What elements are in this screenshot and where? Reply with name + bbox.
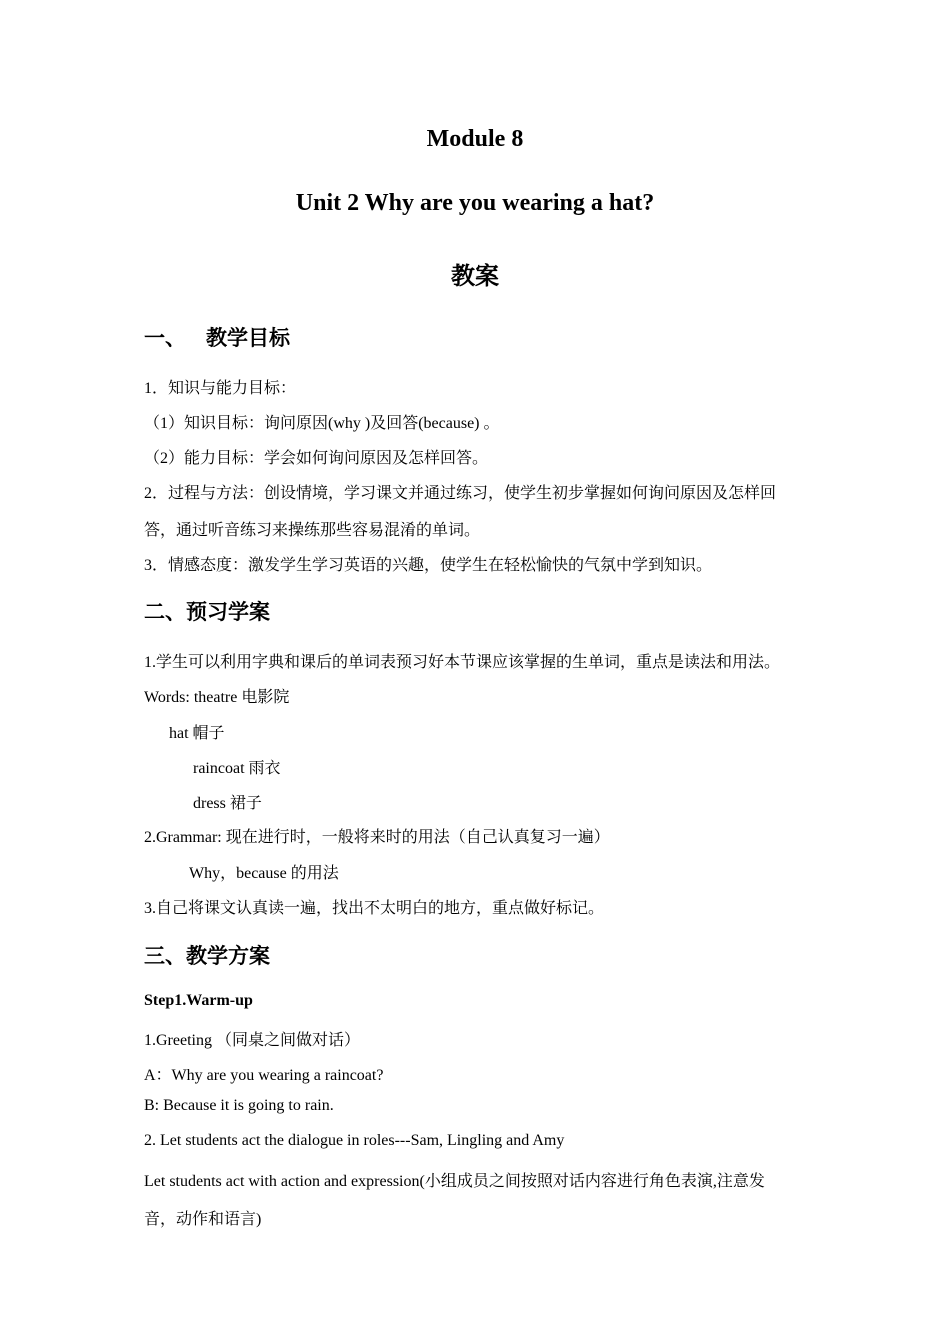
section2-line: raincoat 雨衣 [193,760,281,777]
section2-line: hat 帽子 [169,725,225,742]
section2-heading: 二、预习学案 [144,600,270,624]
section3-line: 2. Let students act the dialogue in roles---Sam, Lingling and Amy [144,1132,565,1149]
section1-heading-text: 教学目标 [206,326,290,350]
section2-line: Words: theatre 电影院 [144,689,290,706]
section1-heading [144,322,290,352]
section1-line: 3．情感态度：激发学生学习英语的兴趣，使学生在轻松愉快的气氛中学到知识。 [144,557,713,574]
section2-line: dress 裙子 [193,795,262,812]
unit-title: Unit 2 Why are you wearing a hat? [295,190,655,216]
section3-line: B: Because it is going to rain. [144,1097,334,1114]
section1-line: （1）知识目标：询问原因(why )及回答(because) 。 [144,415,500,432]
doc-type-title: 教案 [451,264,499,290]
section1-line: （2）能力目标：学会如何询问原因及怎样回答。 [144,450,489,467]
section1-line: 答，通过听音练习来操练那些容易混淆的单词。 [144,522,481,539]
module-title: Module 8 [426,126,524,152]
step1-title: Step1.Warm-up [144,992,253,1009]
section2-line: 1.学生可以利用字典和课后的单词表预习好本节课应该掌握的生单词，重点是读法和用法。 [144,654,781,671]
section2-line: Why，because 的用法 [189,865,339,882]
section2-line: 2.Grammar: 现在进行时，一般将来时的用法（自己认真复习一遍） [144,829,610,846]
section2-line: 3.自己将课文认真读一遍，找出不太明白的地方，重点做好标记。 [144,900,605,917]
section1-line: 1．知识与能力目标： [144,380,297,397]
section1-line: 2．过程与方法：创设情境，学习课文并通过练习，使学生初步掌握如何询问原因及怎样回 [144,485,777,502]
section3-line: Let students act with action and expression(小组成员之间按照对话内容进行角色表演,注意发 [144,1173,765,1190]
section1-heading-num: 一、 [144,326,186,350]
section3-line: 1.Greeting （同桌之间做对话） [144,1032,360,1049]
section3-line: A：Why are you wearing a raincoat? [144,1067,384,1084]
section3-heading: 三、教学方案 [144,944,270,968]
section3-line: 音，动作和语言) [144,1211,262,1228]
